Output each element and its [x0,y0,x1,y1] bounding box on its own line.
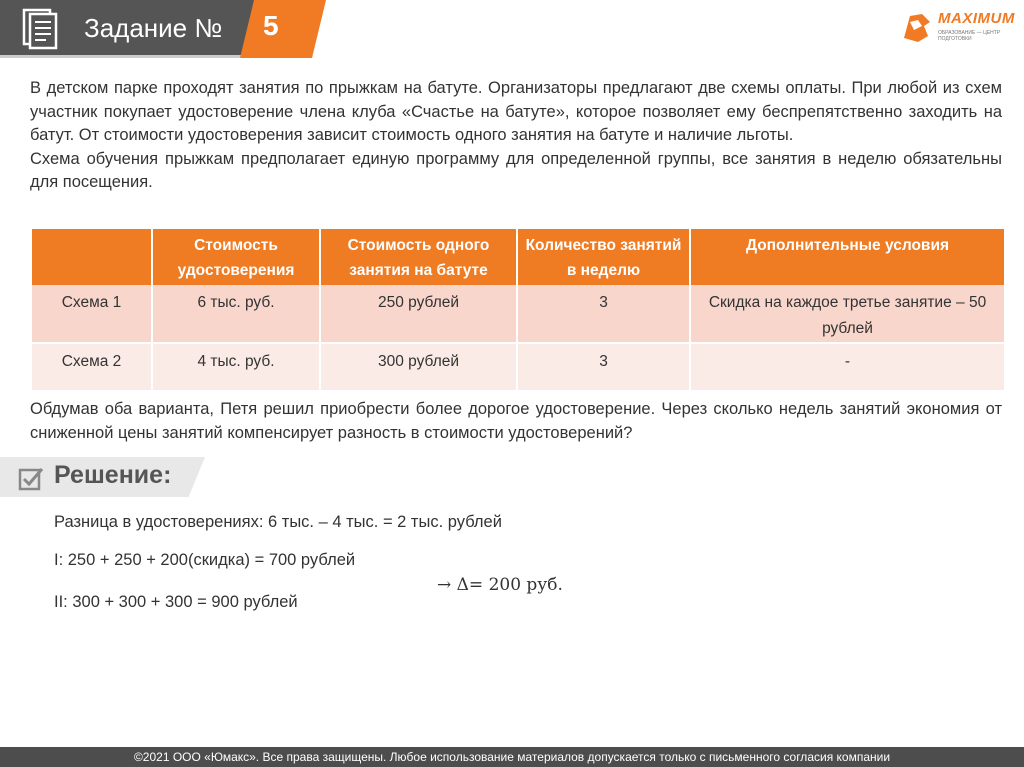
table-cell: 300 рублей [320,343,517,390]
solution-line-1: Разница в удостоверениях: 6 тыс. – 4 тыс. = 2 тыс. рублей [54,513,502,531]
table-cell: 4 тыс. руб. [152,343,320,390]
document-icon [22,8,58,50]
payment-schemes-table [32,229,1004,390]
header [0,0,1024,60]
solution-result: → Δ= 200 руб. [437,575,563,595]
table-cell: Схема 2 [32,343,152,390]
maximum-logo [900,8,1016,50]
table-header: Дополнительные условия [690,229,1004,285]
question-text: Обдумав оба варианта, Петя решил приобрести более дорогое удостоверение. Через сколько недель занятий экономия от сниженной цены занятий компенсирует разность в стоимости удостоверений? [30,400,1002,442]
table-header: Стоимость одного занятия на батуте [320,229,517,285]
solution-line-3: II: 300 + 300 + 300 = 900 рублей [54,593,298,611]
table-header: Стоимость удостоверения [152,229,320,285]
table-cell: Схема 1 [32,285,152,343]
table-cell: Скидка на каждое третье занятие – 50 рублей [690,285,1004,343]
task-number-badge [240,0,326,58]
logo-subtitle: ОБРАЗОВАНИЕ — ЦЕНТР ПОДГОТОВКИ [938,30,1001,42]
table-cell: 3 [517,285,690,343]
solution-title: Решение: [54,461,172,489]
copyright-footer: ©2021 ООО «Юмакс». Все права защищены. Любое использование материалов допускается только с письменного согласия компании [0,747,1024,767]
solution-line-2: I: 250 + 250 + 200(скидка) = 700 рублей [54,551,356,569]
task-title: Задание № [84,13,223,43]
table-cell: 3 [517,343,690,390]
table-header-row [32,229,1004,285]
header-divider [326,0,334,58]
checkbox-icon [18,466,44,492]
task-number: 5 [263,10,279,41]
problem-text [30,77,1002,195]
table-header [32,229,152,285]
table-header: Количество занятий в неделю [517,229,690,285]
logo-text: MAXIMUM [938,10,1015,27]
table-cell: 250 рублей [320,285,517,343]
problem-paragraph-2: Схема обучения прыжкам предполагает единую программу для определенной группы, все занятия в неделю обязательны для посещения. [30,149,1002,191]
table-row [32,343,1004,390]
table-cell: 6 тыс. руб. [152,285,320,343]
table-cell: - [690,343,1004,390]
table-row [32,285,1004,343]
logo-icon [900,8,936,48]
problem-paragraph-1: В детском парке проходят занятия по прыжкам на батуте. Организаторы предлагают две схемы оплаты. При любой из схем участник покупает удостоверение члена клуба «Счастье на батуте», которое позволяет ему беспрепятственно заходить на батут. От стоимости удостоверения зависит стоимость одного занятия на батуте и наличие льготы. [30,79,1002,144]
